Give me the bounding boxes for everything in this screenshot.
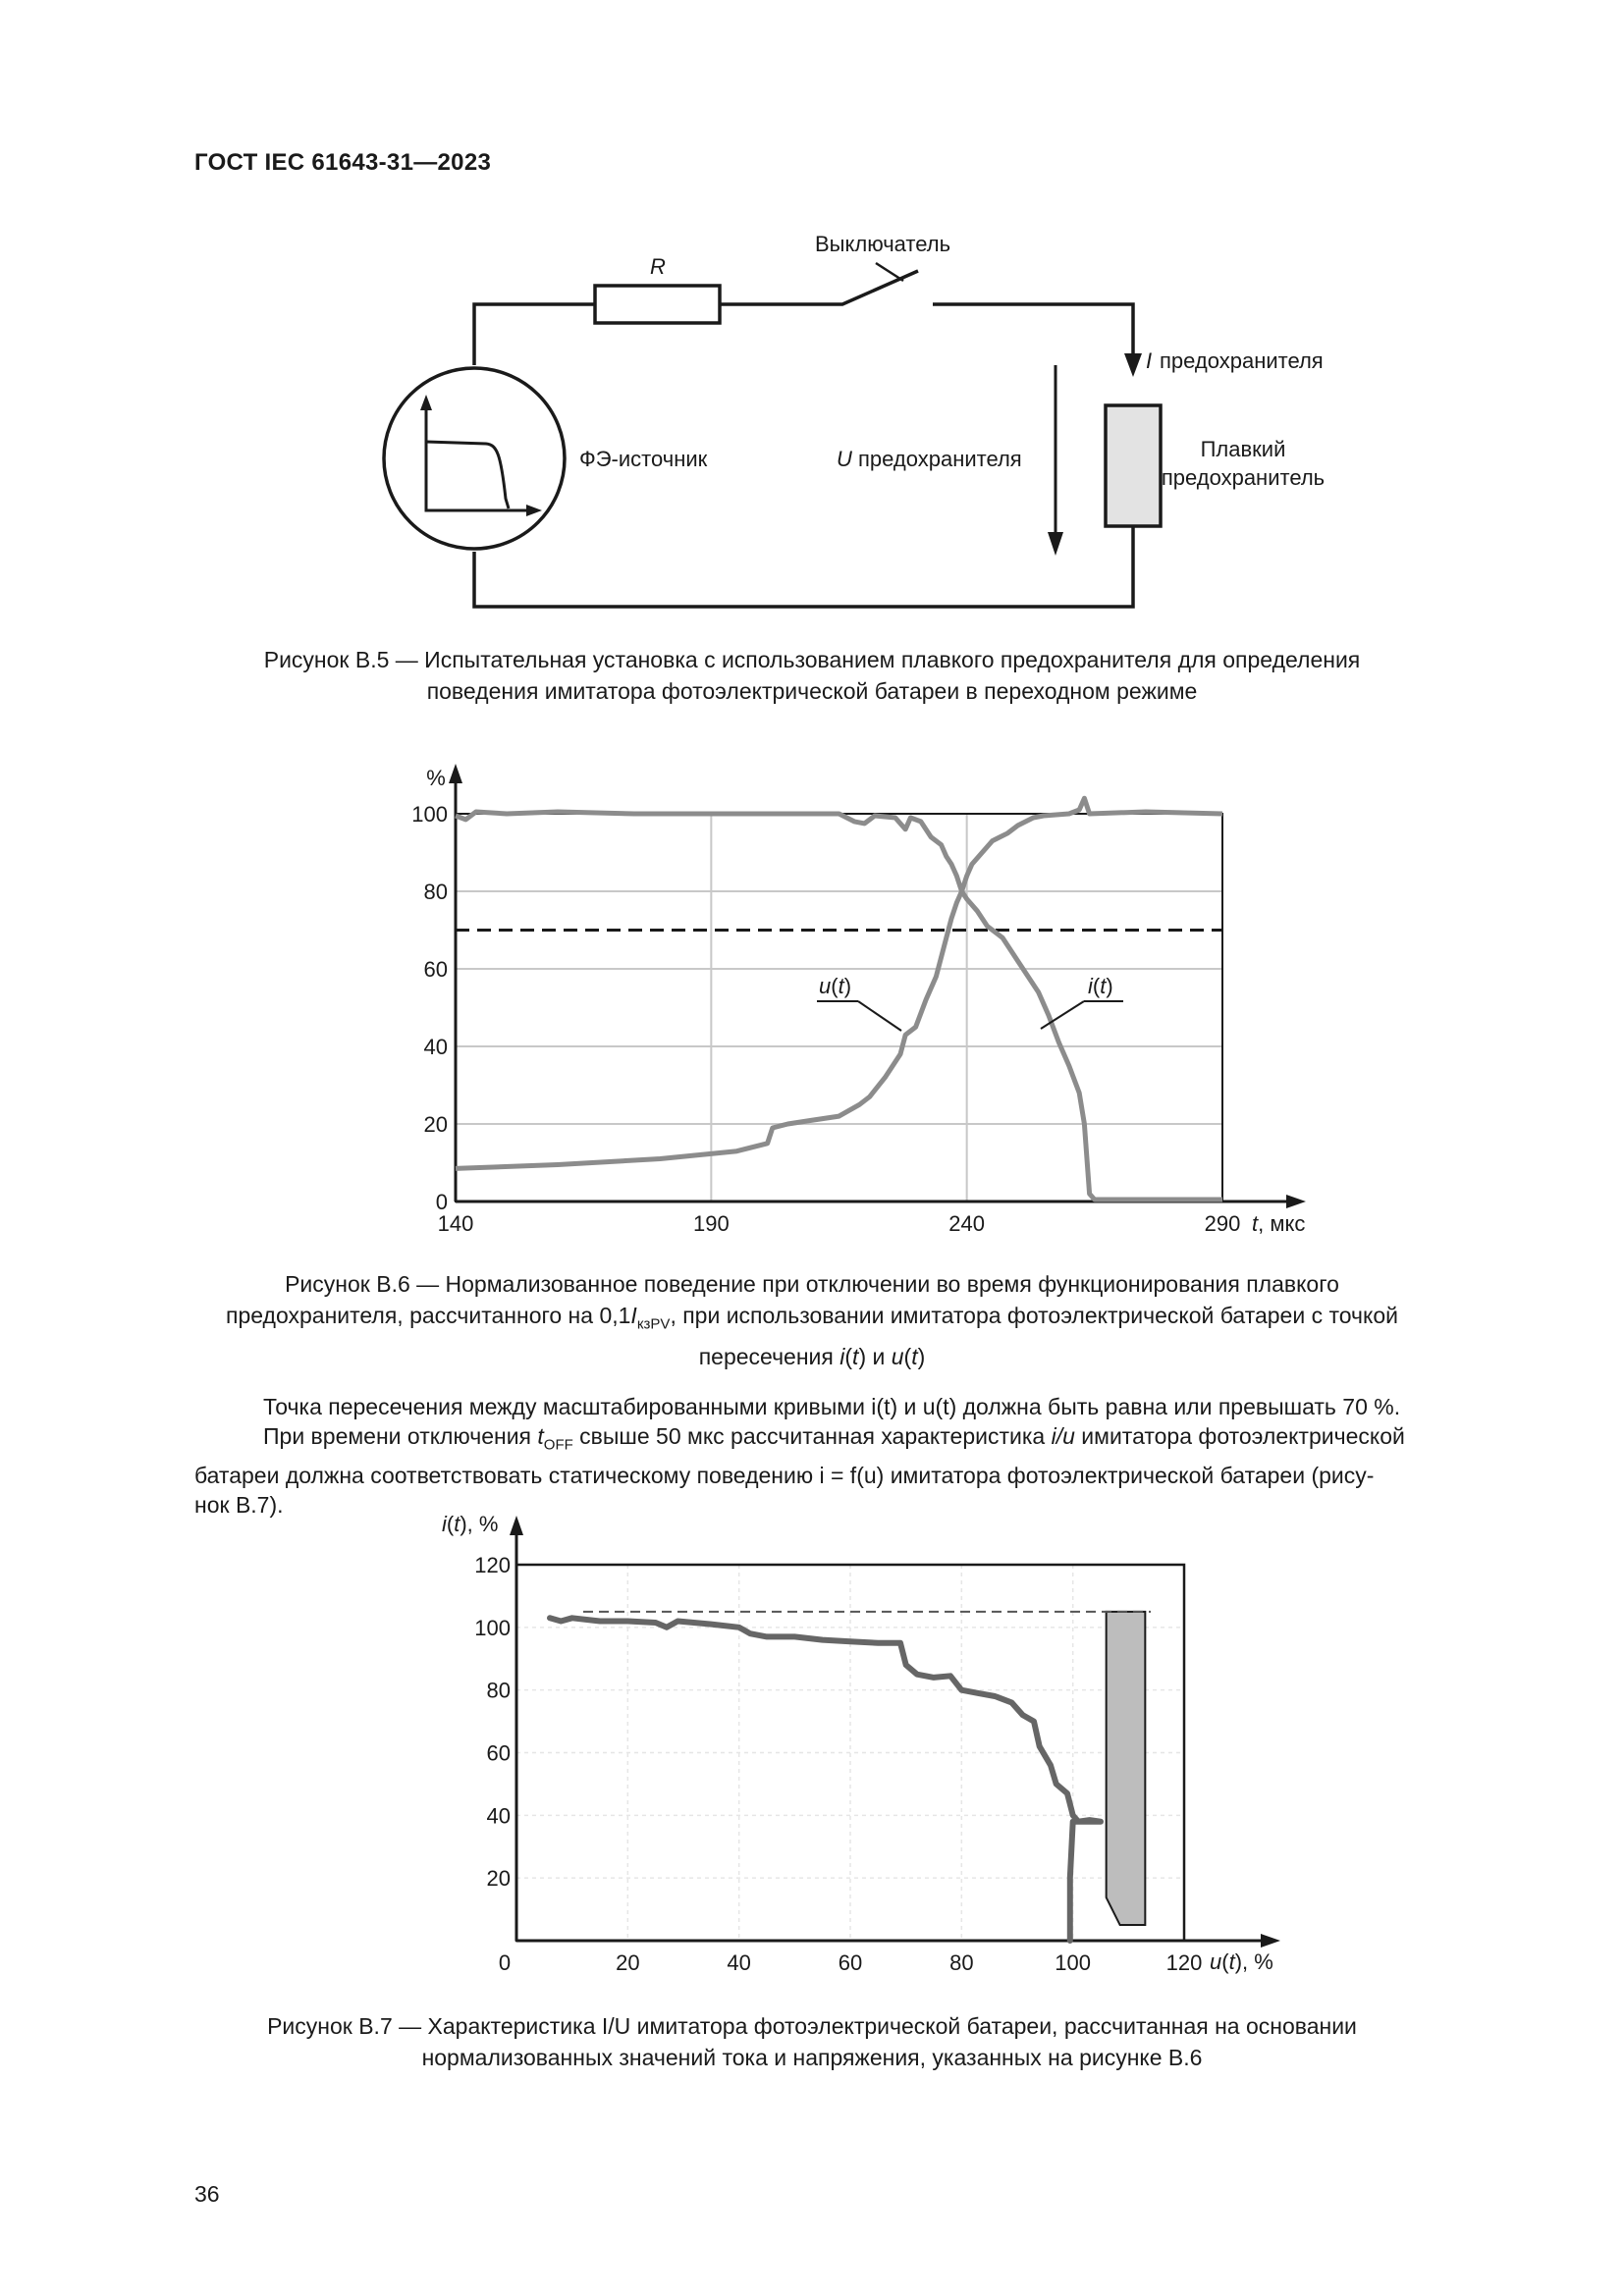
paragraph-line3: батареи должна соответствовать статическому поведению i = f(u) имитатора фотоэлектрической батареи (рису- <box>194 1462 1375 1488</box>
y-tick-label: 20 <box>486 1866 511 1892</box>
page-number: 36 <box>194 2181 220 2207</box>
x-tick-label: 0 <box>498 1950 512 1975</box>
caption-subscript: кзPV <box>636 1315 671 1333</box>
y-tick-label: 80 <box>423 880 448 904</box>
caption-text: ( <box>903 1343 912 1369</box>
series-line-iu <box>550 1618 1101 1941</box>
caption-symbol: t <box>911 1343 918 1369</box>
caption-text: ( <box>844 1343 853 1369</box>
figure-b7-caption-line2: нормализованных значений тока и напряжения, указанных на рисунке В.6 <box>421 2045 1203 2070</box>
y-tick-label: 40 <box>423 1035 448 1059</box>
caption-symbol: u <box>891 1343 904 1369</box>
y-tick-label: 120 <box>474 1553 511 1577</box>
paragraph-line1: Точка пересечения между масштабированными кривыми i(t) и u(t) должна быть равна или превышать 70 %. <box>263 1394 1401 1419</box>
figure-b6-caption-line1: Рисунок В.6 — Нормализованное поведение при отключении во время функционирования плавкого <box>285 1271 1339 1297</box>
paragraph-symbol: t <box>537 1423 544 1449</box>
paragraph-subscript: OFF <box>543 1436 573 1454</box>
label-switch: Выключатель <box>815 232 951 256</box>
y-tick-label: 0 <box>435 1190 448 1214</box>
label-voltage-symbol: U <box>837 447 852 471</box>
label-current-symbol: I <box>1146 348 1153 373</box>
figure-b5-caption-line2: поведения имитатора фотоэлектрической батареи в переходном режиме <box>426 678 1198 704</box>
label-resistor: R <box>650 254 666 279</box>
figure-b7-caption-line1: Рисунок В.7 — Характеристика I/U имитатора фотоэлектрической батареи, рассчитанная на основании <box>267 2013 1357 2039</box>
series-label-u: u(t) <box>819 974 852 998</box>
y-tick-label: 40 <box>486 1803 511 1829</box>
x-tick-label: 80 <box>949 1950 974 1975</box>
document-header: ГОСТ IEC 61643-31—2023 <box>194 149 492 176</box>
caption-text: предохранителя, рассчитанного на 0,1 <box>226 1303 631 1328</box>
x-tick-label: 20 <box>616 1950 640 1975</box>
caption-text: ) <box>917 1343 926 1369</box>
x-axis-label: t, мкс <box>1252 1211 1306 1236</box>
y-tick-label: 60 <box>486 1740 511 1766</box>
y-tick-label: 60 <box>423 957 448 982</box>
y-tick-label: 100 <box>411 802 448 827</box>
label-fuse-line2: предохранитель <box>1161 465 1326 490</box>
caption-text: , при использовании имитатора фотоэлектрической батареи с точкой <box>670 1303 1398 1328</box>
y-axis-label: % <box>426 766 446 790</box>
series-label-i: i(t) <box>1088 974 1113 998</box>
x-axis-label: u(t), % <box>1210 1949 1273 1974</box>
x-tick-label: 240 <box>948 1211 986 1236</box>
x-tick-label: 290 <box>1204 1211 1241 1236</box>
caption-symbol: i <box>839 1343 845 1369</box>
label-current: предохранителя <box>1160 348 1324 373</box>
x-tick-label: 60 <box>838 1950 863 1975</box>
paragraph-text: свыше 50 мкс рассчитанная характеристика <box>572 1423 1052 1449</box>
x-tick-label: 120 <box>1165 1950 1203 1975</box>
label-pv-source: ФЭ-источник <box>579 447 708 471</box>
y-tick-label: 20 <box>423 1112 448 1137</box>
caption-symbol: t <box>852 1343 859 1369</box>
limit-band <box>1107 1612 1146 1925</box>
x-tick-label: 140 <box>437 1211 474 1236</box>
figure-b7-caption <box>157 2010 1467 2073</box>
x-axis-arrow <box>1261 1934 1280 1948</box>
y-tick-label: 80 <box>486 1678 511 1703</box>
y-axis-label: i(t), % <box>442 1512 499 1536</box>
y-tick-label: 100 <box>474 1615 511 1640</box>
paragraph-line4: нок В.7). <box>194 1491 284 1518</box>
paragraph-text: имитатора фотоэлектрической <box>1074 1423 1405 1449</box>
caption-text: ) и <box>858 1343 892 1369</box>
x-tick-label: 40 <box>727 1950 751 1975</box>
label-fuse-line1: Плавкий <box>1200 437 1286 461</box>
figure-b5-caption-line1: Рисунок В.5 — Испытательная установка с использованием плавкого предохранителя для определения <box>263 647 1361 672</box>
paragraph-symbol: i/u <box>1051 1423 1075 1449</box>
x-tick-label: 190 <box>692 1211 730 1236</box>
y-axis-arrow <box>510 1516 523 1535</box>
caption-symbol: I <box>630 1303 637 1328</box>
caption-text: пересечения <box>698 1343 840 1369</box>
paragraph-text: При времени отключения <box>263 1423 538 1449</box>
x-tick-label: 100 <box>1055 1950 1092 1975</box>
label-voltage: предохранителя <box>858 447 1022 471</box>
